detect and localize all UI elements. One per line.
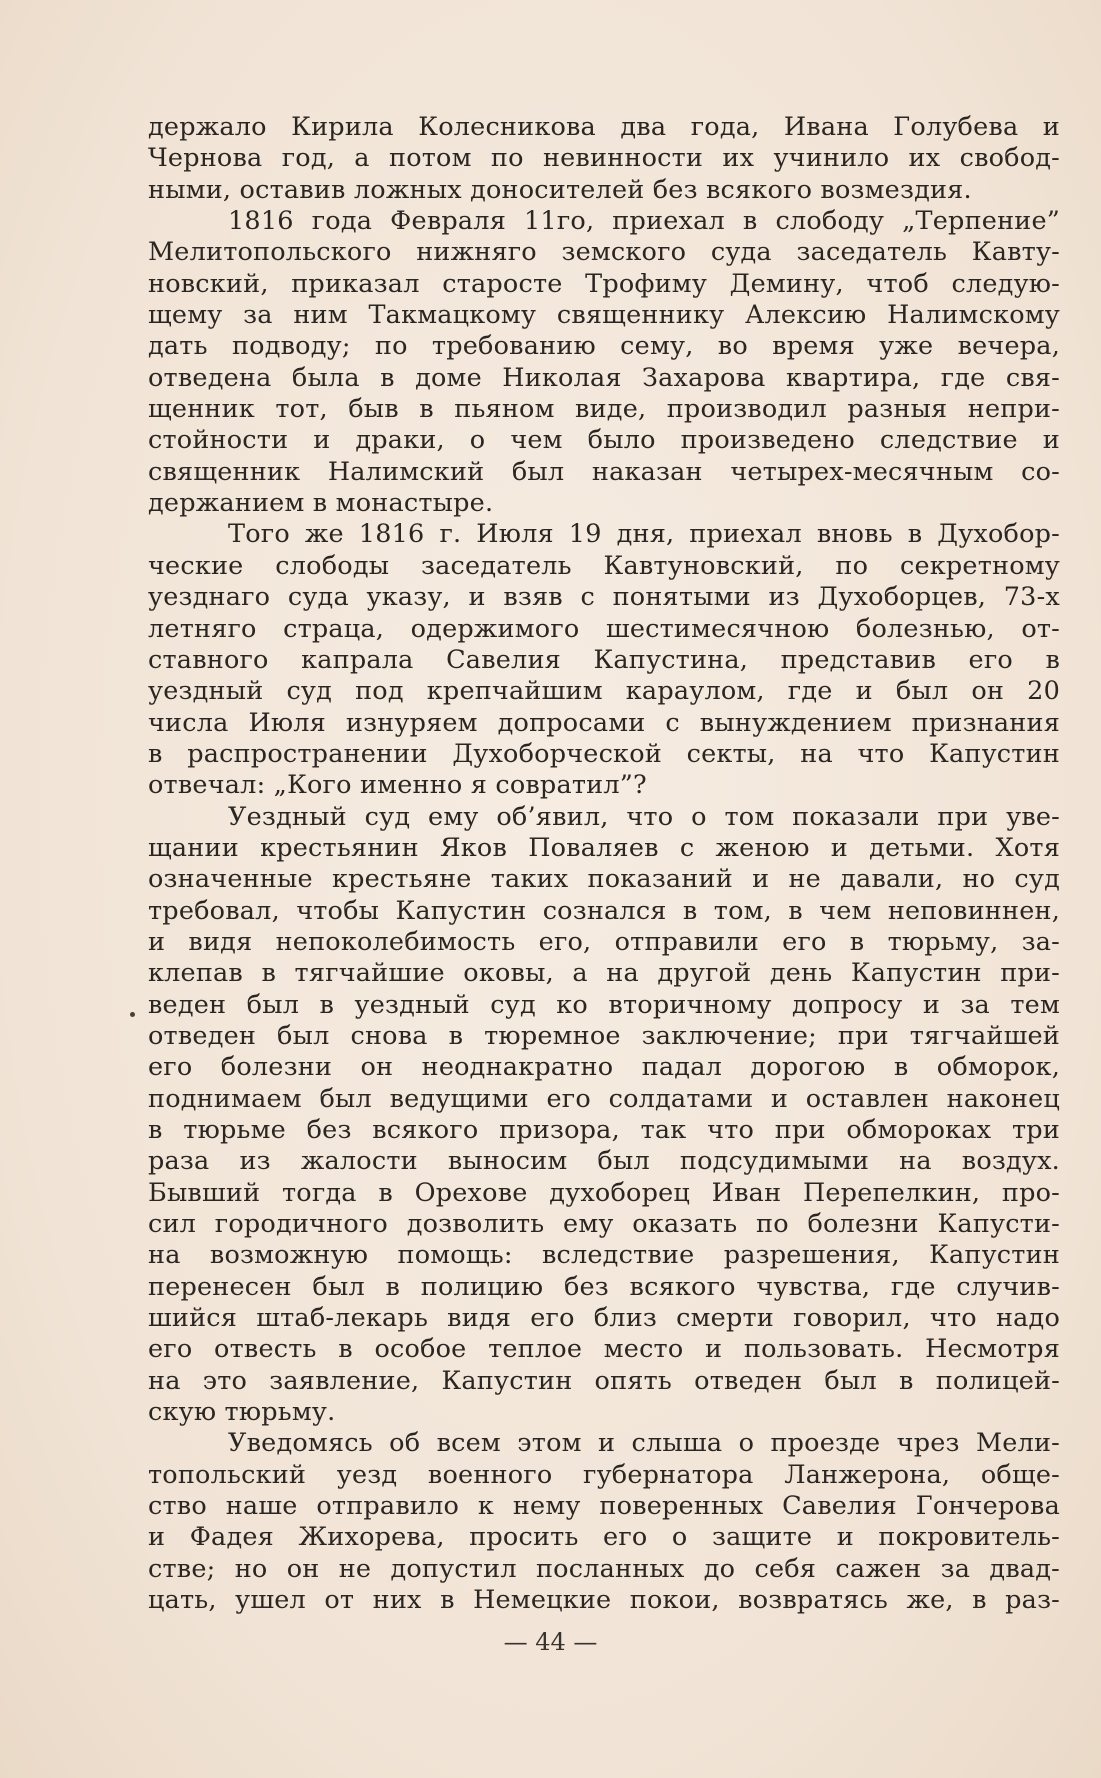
text-line: числа Июля изнуряем допросами с вынуждением признания <box>148 707 1060 738</box>
paragraph-start-line: Уездный суд ему об’явил, что о том показали при уве- <box>228 801 1060 832</box>
text-line: цать, ушел от них в Немецкие покои, возвратясь же, в раз- <box>148 1585 1060 1616</box>
text-line: щему за ним Такмацкому священнику Алексию Налимскому <box>148 300 1060 331</box>
text-line: его болезни он неоднакратно падал дорогою в обморок, <box>148 1052 1060 1083</box>
text-line: требовал, чтобы Капустин сознался в том, в чем неповиннен, <box>148 895 1060 926</box>
text-line: клепав в тягчайшие оковы, а на другой день Капустин при- <box>148 958 1060 989</box>
text-line: уезднаго суда указу, и взяв с понятыми из Духоборцев, 73-х <box>148 582 1060 613</box>
text-line: Бывший тогда в Орехове духоборец Иван Перепелкин, про- <box>148 1177 1060 1208</box>
page-number: — 44 — <box>503 1628 598 1656</box>
text-line: на это заявление, Капустин опять отведен был в полицей- <box>148 1365 1060 1396</box>
text-line: означенные крестьяне таких показаний и не давали, но суд <box>148 864 1060 895</box>
text-line: отведена была в доме Николая Захарова квартира, где свя- <box>148 362 1060 393</box>
text-line: отведен был снова в тюремное заключение; при тягчайшей <box>148 1020 1060 1051</box>
text-line: новский, приказал старосте Трофиму Демину, чтоб следую- <box>148 268 1060 299</box>
text-line: Мелитопольского нижняго земского суда заседатель Кавту- <box>148 237 1060 268</box>
text-line: на возможную помощь: вследствие разрешения, Капустин <box>148 1240 1060 1271</box>
text-line: держало Кирила Колесникова два года, Ивана Голубева и <box>148 112 1060 142</box>
text-line: шийся штаб-лекарь видя его близ смерти говорил, что надо <box>148 1303 1060 1334</box>
text-line: отвечал: „Кого именно я совратил”? <box>148 770 647 801</box>
text-line: стве; но он не допустил посланных до себя сажен за двад- <box>148 1553 1060 1584</box>
text-line: щенник тот, быв в пьяном виде, производил разныя непри- <box>148 394 1060 425</box>
text-line: дать подводу; по требованию сему, во время уже вечера, <box>148 331 1060 362</box>
text-line: держанием в монастыре. <box>148 488 494 519</box>
paragraph-start-line: Уведомясь об всем этом и слыша о проезде чрез Мели- <box>228 1428 1060 1459</box>
text-line: ство наше отправило к нему поверенных Савелия Гончерова <box>148 1491 1060 1522</box>
text-line: поднимаем был ведущими его солдатами и оставлен наконец <box>148 1083 1060 1114</box>
text-line: перенесен был в полицию без всякого чувства, где случив- <box>148 1271 1060 1302</box>
text-line: скую тюрьму. <box>148 1397 336 1428</box>
text-line: раза из жалости выносим был подсудимыми на воздух. <box>148 1146 1060 1177</box>
page-body-text <box>148 112 1060 1617</box>
text-line: ными, оставив ложных доносителей без всякого возмездия. <box>148 174 972 205</box>
margin-mark <box>130 1012 135 1017</box>
paragraph-start-line: Того же 1816 г. Июля 19 дня, приехал вновь в Духобор- <box>228 519 1060 550</box>
text-line: ставного капрала Савелия Капустина, представив его в <box>148 644 1060 675</box>
text-line: в распространении Духоборческой секты, на что Капустин <box>148 738 1060 769</box>
text-line: Чернова год, а потом по невинности их учинило их свобод- <box>148 143 1060 174</box>
text-line: в тюрьме без всякого призора, так что при обмороках три <box>148 1115 1060 1145</box>
text-line: священник Налимский был наказан четырех-месячным со- <box>148 456 1060 487</box>
text-line: ческие слободы заседатель Кавтуновский, по секретному <box>148 550 1060 581</box>
text-line: и видя непоколебимость его, отправили его в тюрьму, за- <box>148 926 1060 957</box>
text-line: и Фадея Жихорева, просить его о защите и покровитель- <box>148 1522 1060 1553</box>
text-line: стойности и драки, о чем было произведено следствие и <box>148 425 1060 456</box>
text-line: его отвесть в особое теплое место и пользовать. Несмотря <box>148 1334 1060 1365</box>
text-line: летняго страца, одержимого шестимесячною болезнью, от- <box>148 613 1060 644</box>
text-line: уездный суд под крепчайшим караулом, где и был он 20 <box>148 676 1060 707</box>
text-line: сил городичного дозволить ему оказать по болезни Капусти- <box>148 1209 1060 1240</box>
text-line: веден был в уездный суд ко вторичному допросу и за тем <box>148 989 1060 1020</box>
paragraph-start-line: 1816 года Февраля 11го, приехал в слободу „Терпение” <box>228 206 1060 237</box>
text-line: щании крестьянин Яков Поваляев с женою и детьми. Хотя <box>148 832 1060 863</box>
text-line: топольский уезд военного губернатора Ланжерона, обще- <box>148 1459 1060 1490</box>
